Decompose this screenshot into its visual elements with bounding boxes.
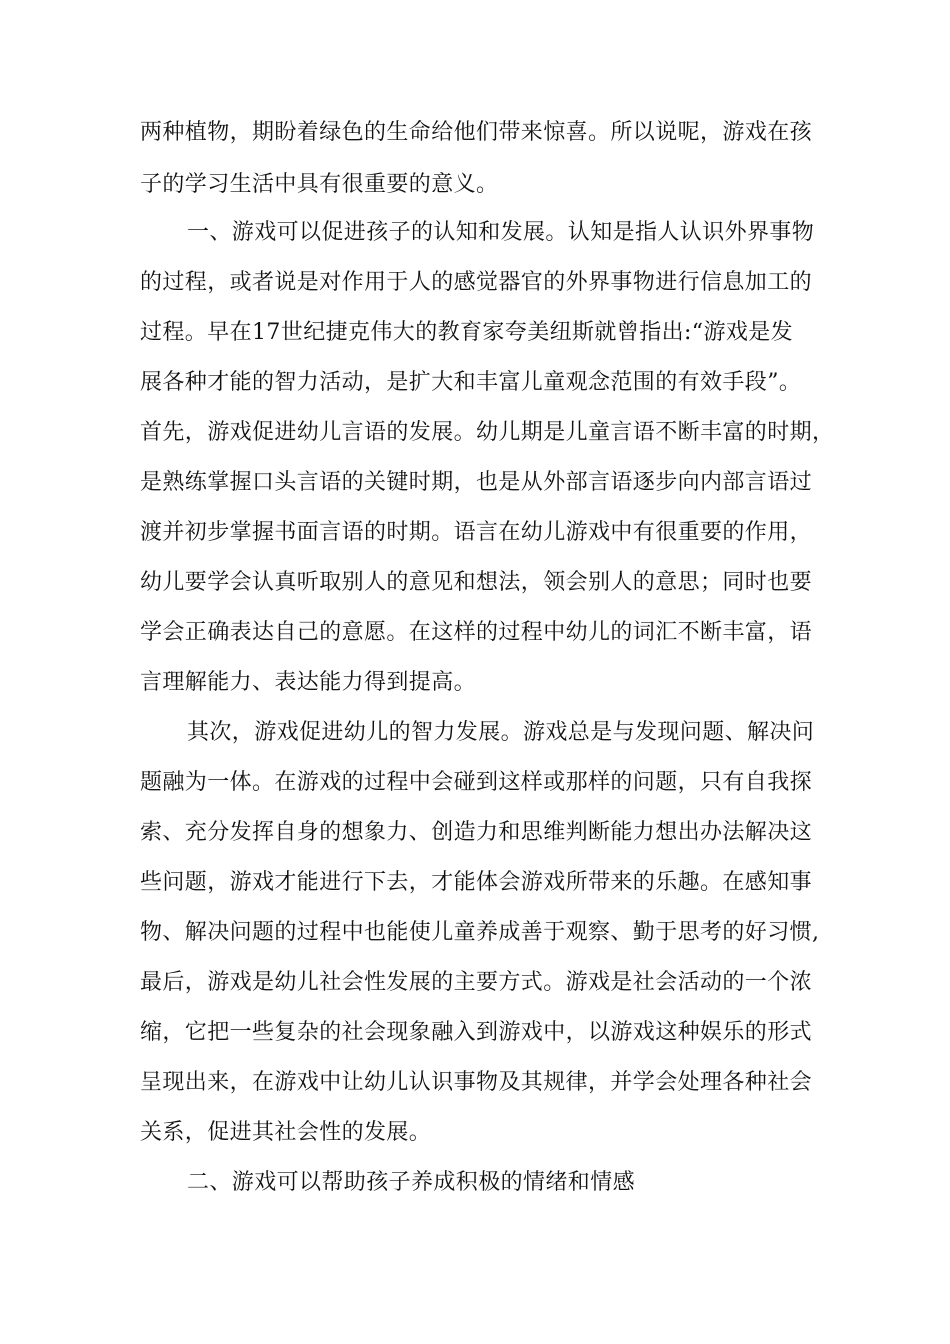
section-heading-line: 一、游戏可以促进孩子的认知和发展。认知是指人认识外界事物 bbox=[187, 220, 815, 245]
text-line: 呈现出来，在游戏中让幼儿认识事物及其规律，并学会处理各种社会 bbox=[140, 1070, 813, 1095]
text-line: 缩，它把一些复杂的社会现象融入到游戏中，以游戏这种娱乐的形式 bbox=[140, 1020, 813, 1045]
text-line: 些问题，游戏才能进行下去，才能体会游戏所带来的乐趣。在感知事 bbox=[140, 870, 813, 895]
section-heading-line: 二、游戏可以帮助孩子养成积极的情绪和情感 bbox=[187, 1170, 636, 1195]
text-line: 展各种才能的智力活动，是扩大和丰富儿童观念范围的有效手段”。 bbox=[140, 370, 802, 395]
text-line: 过程。早在17世纪捷克伟大的教育家夸美纽斯就曾指出:“游戏是发 bbox=[140, 320, 794, 345]
paragraph-first-line: 其次，游戏促进幼儿的智力发展。游戏总是与发现问题、解决问 bbox=[187, 720, 815, 745]
text-line: 的过程，或者说是对作用于人的感觉器官的外界事物进行信息加工的 bbox=[140, 270, 813, 295]
text-line: 渡并初步掌握书面言语的时期。语言在幼儿游戏中有很重要的作用， bbox=[140, 520, 813, 545]
text-line: 是熟练掌握口头言语的关键时期，也是从外部言语逐步向内部言语过 bbox=[140, 470, 813, 495]
text-line: 子的学习生活中具有很重要的意义。 bbox=[140, 172, 499, 197]
text-line: 最后，游戏是幼儿社会性发展的主要方式。游戏是社会活动的一个浓 bbox=[140, 970, 813, 995]
text-line: 关系，促进其社会性的发展。 bbox=[140, 1120, 432, 1145]
text-line: 题融为一体。在游戏的过程中会碰到这样或那样的问题，只有自我探 bbox=[140, 770, 813, 795]
text-line: 言理解能力、表达能力得到提高。 bbox=[140, 670, 477, 695]
text-line: 首先，游戏促进幼儿言语的发展。幼儿期是儿童言语不断丰富的时期， bbox=[140, 420, 835, 445]
text-line: 物、解决问题的过程中也能使儿童养成善于观察、勤于思考的好习惯, bbox=[140, 920, 820, 945]
text-line: 两种植物，期盼着绿色的生命给他们带来惊喜。所以说呢，游戏在孩 bbox=[140, 120, 813, 145]
text-line: 学会正确表达自己的意愿。在这样的过程中幼儿的词汇不断丰富，语 bbox=[140, 620, 813, 645]
text-line: 幼儿要学会认真听取别人的意见和想法，领会别人的意思；同时也要 bbox=[140, 570, 813, 595]
text-line: 索、充分发挥自身的想象力、创造力和思维判断能力想出办法解决这 bbox=[140, 820, 813, 845]
